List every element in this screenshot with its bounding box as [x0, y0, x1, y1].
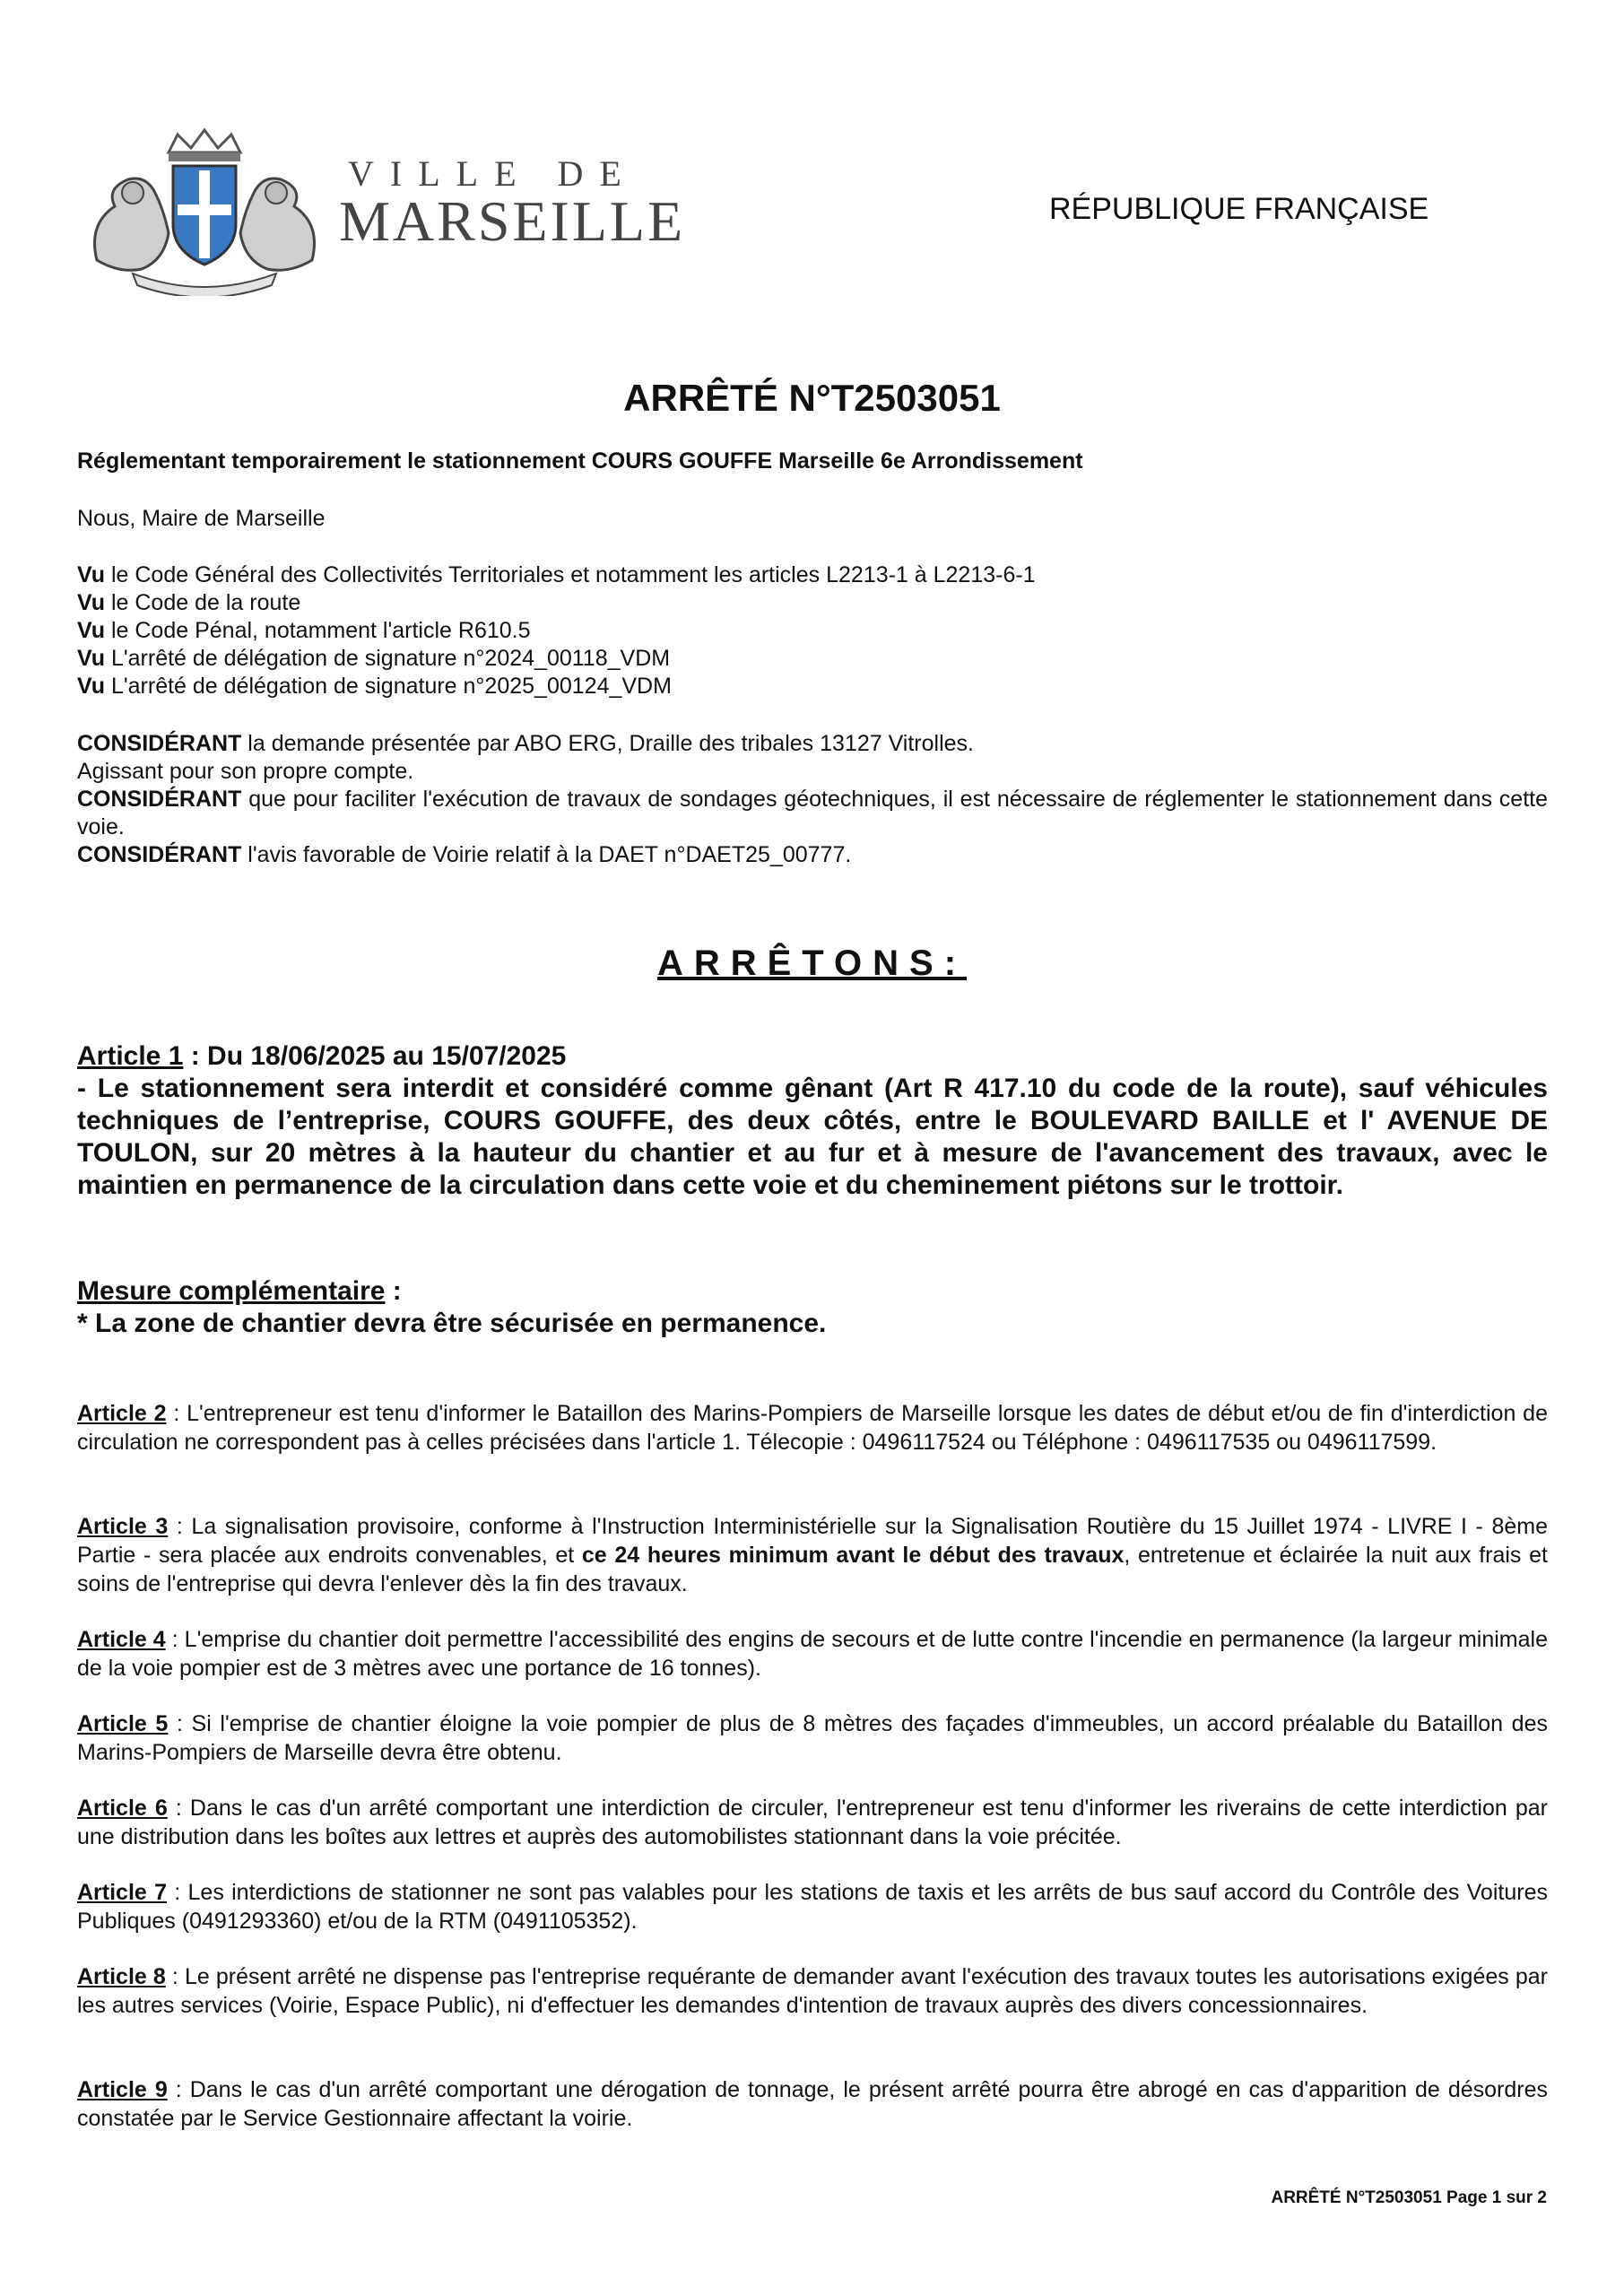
mesure-header: Mesure complémentaire : — [77, 1276, 402, 1306]
vu-item: Vu le Code Pénal, notamment l'article R610.5 — [77, 618, 531, 643]
considerant-item: CONSIDÉRANT l'avis favorable de Voirie relatif à la DAET n°DAET25_00777. — [77, 842, 852, 867]
article-2: Article 2 : L'entrepreneur est tenu d'informer le Bataillon des Marins-Pompiers de Marseille lorsque les dates de début et/ou de fin d'interdiction de circulation ne correspondent pas à celles précisées dans l'article 1. Télecopie : 0496117524 ou Téléphone : 0496117535 ou 0496117599. — [77, 1401, 1548, 1455]
article-1-header: Article 1 : Du 18/06/2025 au 15/07/2025 — [77, 1041, 567, 1071]
arretons-heading: ARRÊTONS: — [656, 944, 968, 983]
considerant-note: Agissant pour son propre compte. — [77, 759, 414, 784]
considerant-item: CONSIDÉRANT que pour faciliter l'exécution de travaux de sondages géotechniques, il est nécessaire de réglementer le stationnement dans cette voie. — [77, 787, 1548, 839]
vu-item: Vu L'arrêté de délégation de signature n°2024_00118_VDM — [77, 646, 671, 671]
intro-line: Nous, Maire de Marseille — [77, 506, 326, 531]
mesure-text: * La zone de chantier devra être sécurisée en permanence. — [77, 1309, 827, 1338]
vu-list — [77, 561, 1548, 700]
article-3: Article 3 : La signalisation provisoire, conforme à l'Instruction Interministérielle sur la Signalisation Routière du 15 Juillet 1974 - LIVRE I - 8ème Partie - sera placée aux endroits convenables, et ce 24 heures minimum avant le début des travaux, entretenue et éclairée la nuit aux frais et soins de l'entreprise qui devra l'enlever dès la fin des travaux. — [77, 1514, 1548, 1596]
article-4: Article 4 : L'emprise du chantier doit permettre l'accessibilité des engins de secours et de lutte contre l'incendie en permanence (la largeur minimale de la voie pompier est de 3 mètres avec une portance de 16 tonnes). — [77, 1627, 1548, 1681]
vu-item: Vu le Code Général des Collectivités Territoriales et notamment les articles L2213-1 à L2213-6-1 — [77, 562, 1036, 587]
article-6: Article 6 : Dans le cas d'un arrêté comportant une interdiction de circuler, l'entrepreneur est tenu d'informer les riverains de cette interdiction par une distribution dans les boîtes aux lettres et auprès des automobilistes stationnant dans la voie précitée. — [77, 1796, 1548, 1849]
considerant-item: CONSIDÉRANT la demande présentée par ABO ERG, Draille des tribales 13127 Vitrolles. — [77, 731, 974, 756]
article-7: Article 7 : Les interdictions de stationner ne sont pas valables pour les stations de taxis et les arrêts de bus sauf accord du Contrôle des Voitures Publiques (0491293360) et/ou de la RTM (0491105352). — [77, 1880, 1548, 1934]
ville-de-marseille-logo — [79, 126, 686, 296]
article-9: Article 9 : Dans le cas d'un arrêté comportant une dérogation de tonnage, le présent arrêté pourra être abrogé en cas d'apparition de désordres constatée par le Service Gestionnaire affectant la voirie. — [77, 2077, 1548, 2131]
mesure-complementaire — [77, 1275, 1548, 1340]
vu-item: Vu L'arrêté de délégation de signature n°2025_00124_VDM — [77, 674, 672, 699]
article-1-text: - Le stationnement sera interdit et considéré comme gênant (Art R 417.10 du code de la route), sauf véhicules techniques de l’entreprise, COURS GOUFFE, des deux côtés, entre le BOULEVARD BAILLE et l' AVENUE DE TOULON, sur 20 mètres à la hauteur du chantier et au fur et à mesure de l'avancement des travaux, avec le maintien en permanence de la circulation dans cette voie et du cheminement piétons sur le trottoir. — [77, 1074, 1548, 1200]
coat-of-arms-icon — [79, 126, 330, 296]
article-8: Article 8 : Le présent arrêté ne dispense pas l'entreprise requérante de demander avant l'exécution des travaux toutes les autorisations exigées par les autres services (Voirie, Espace Public), ni d'effectuer les demandes d'intention de travaux auprès des divers concessionnaires. — [77, 1964, 1548, 2018]
considerant-block — [77, 730, 1548, 869]
document-subtitle: Réglementant temporairement le stationnement COURS GOUFFE Marseille 6e Arrondissement — [77, 448, 1083, 474]
document-title: ARRÊTÉ N°T2503051 — [623, 377, 1001, 419]
republique-francaise-label: RÉPUBLIQUE FRANÇAISE — [1049, 192, 1429, 226]
vu-item: Vu le Code de la route — [77, 590, 301, 615]
article-5: Article 5 : Si l'emprise de chantier éloigne la voie pompier de plus de 8 mètres des façades d'immeubles, un accord préalable du Bataillon des Marins-Pompiers de Marseille devra être obtenu. — [77, 1711, 1548, 1765]
logo-text-ville-de: VILLE DE — [348, 153, 638, 194]
logo-text-marseille: MARSEILLE — [339, 189, 686, 253]
article-1 — [77, 1040, 1548, 1202]
page-footer: ARRÊTÉ N°T2503051 Page 1 sur 2 — [1271, 2188, 1547, 2207]
